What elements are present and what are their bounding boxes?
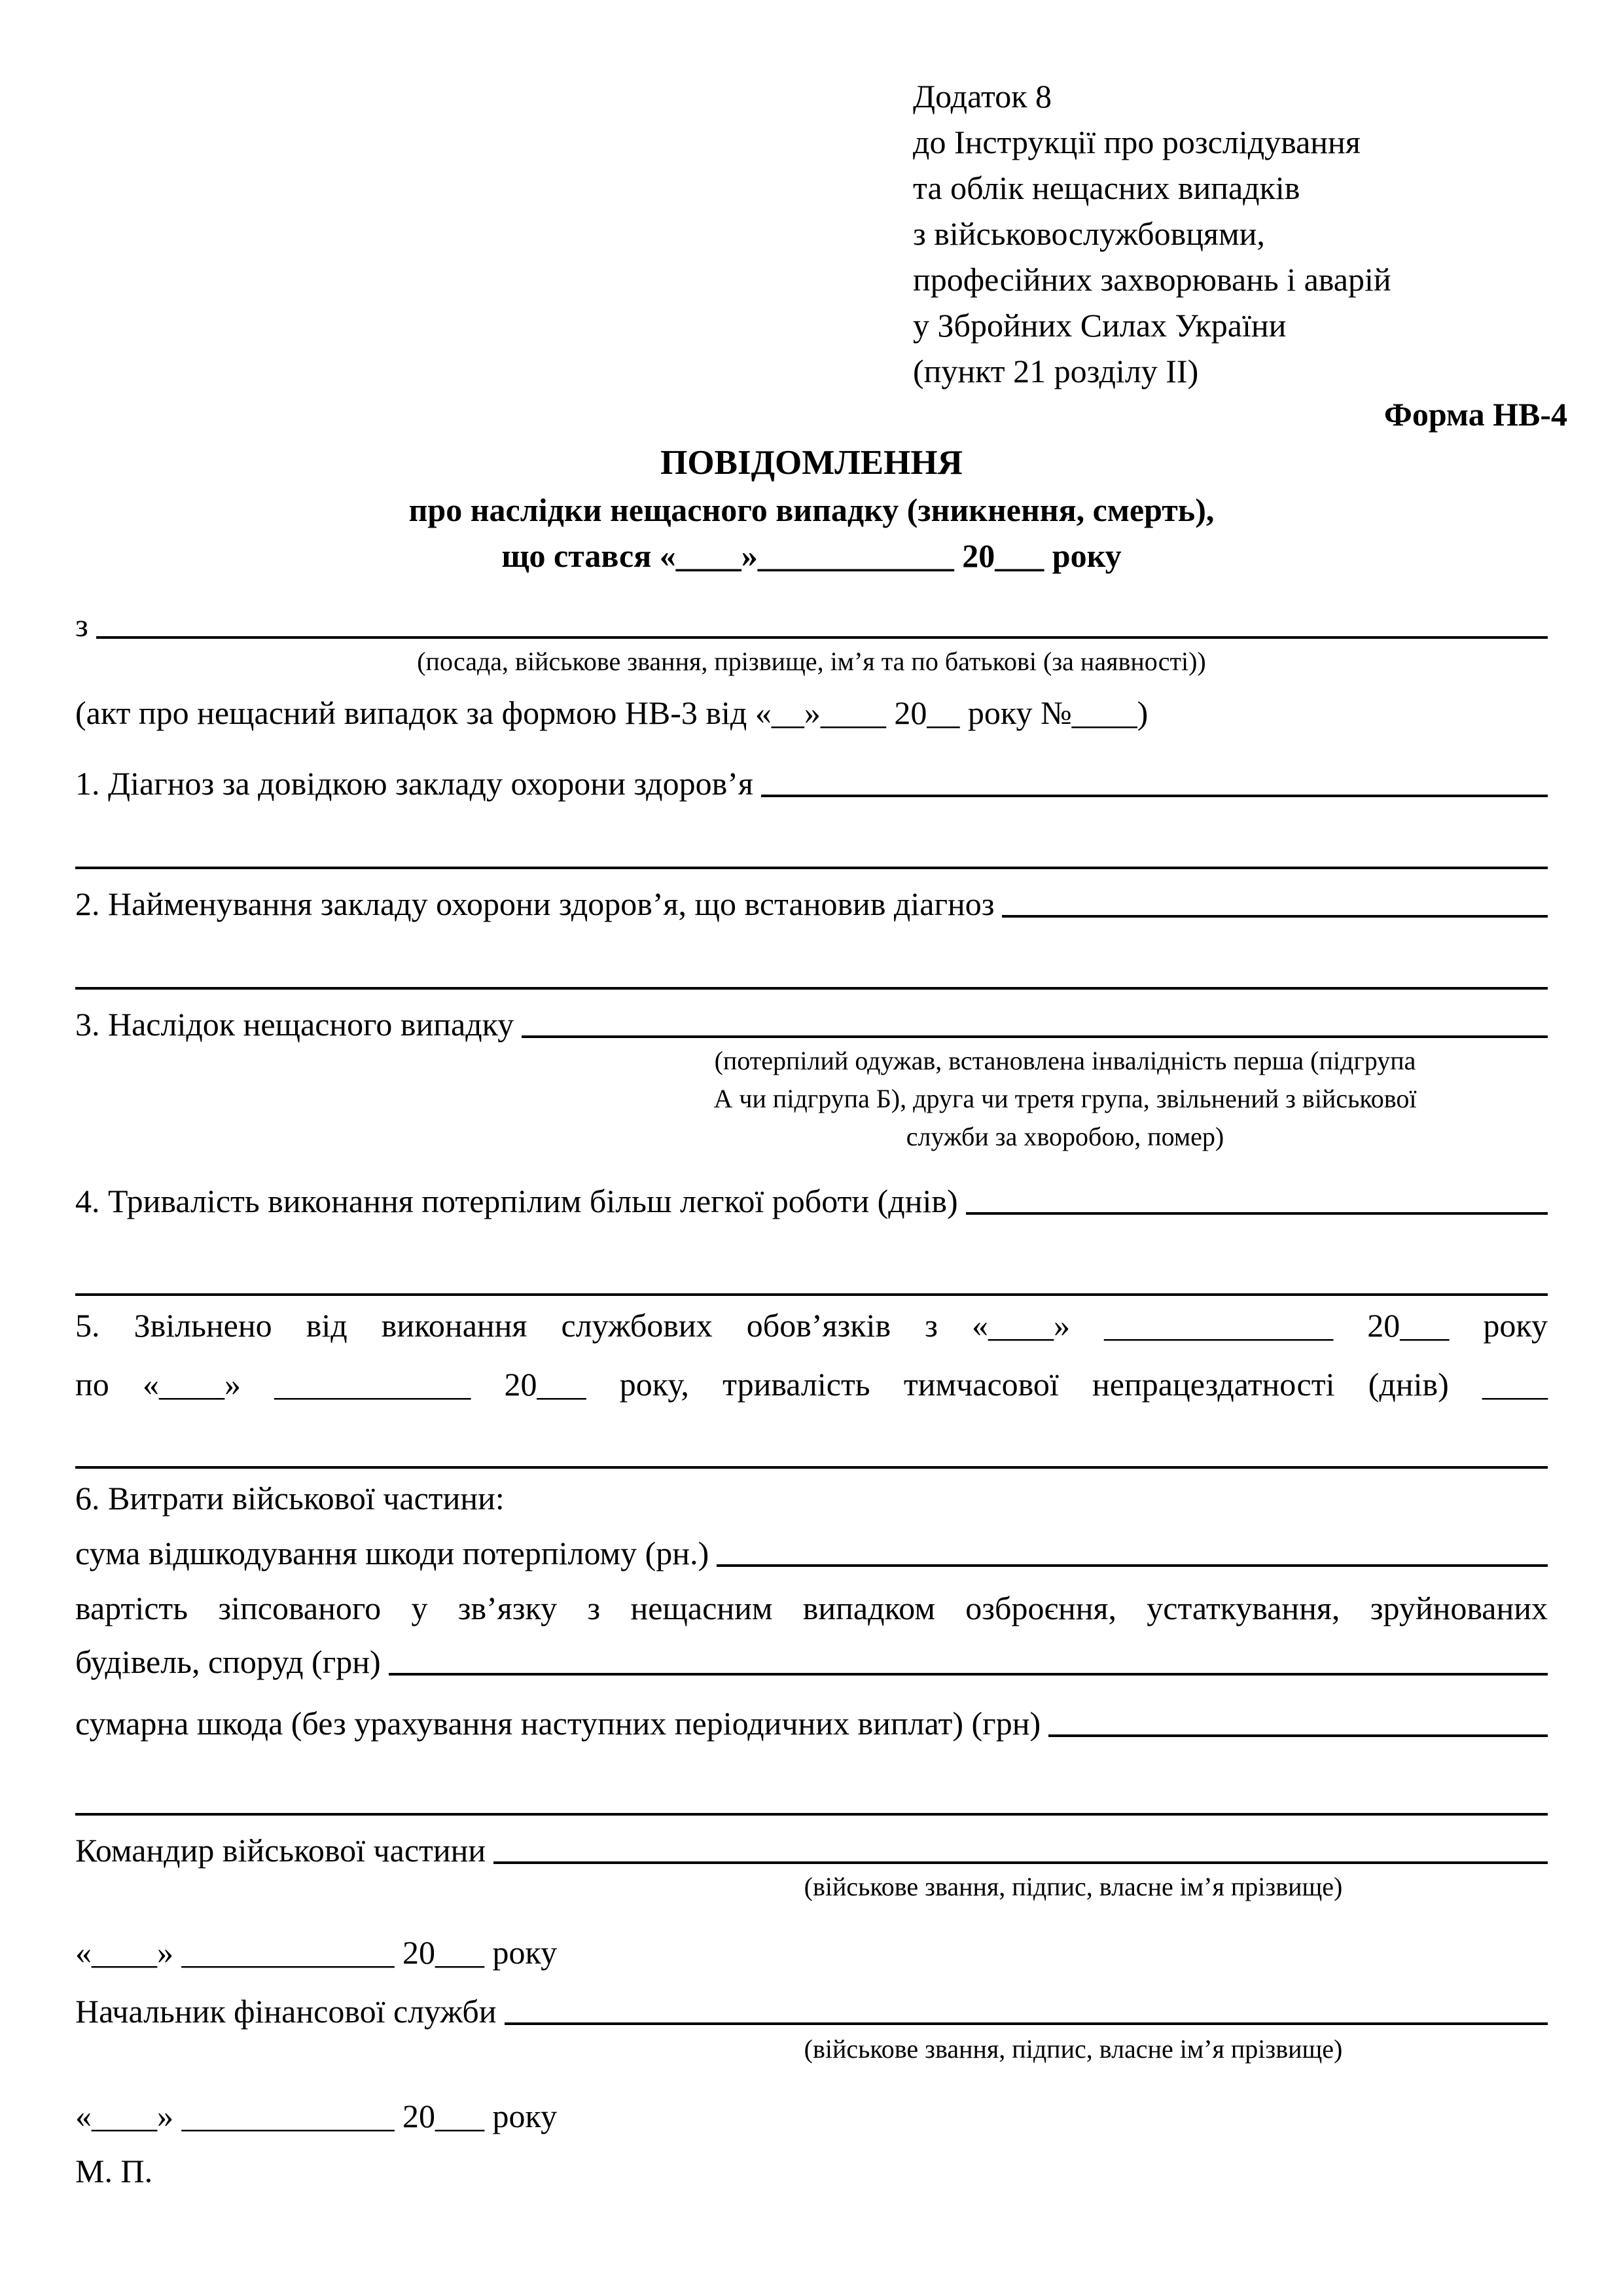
- appendix-line: у Збройних Силах України: [913, 307, 1287, 344]
- item-3-caption-line: (потерпілий одужав, встановлена інвалідність перша (підгрупа: [714, 1046, 1416, 1075]
- item-4-label: 4. Тривалість виконання потерпілим більш легкої роботи (днів): [75, 1183, 958, 1219]
- blank-line: [1048, 1734, 1548, 1737]
- item-3-caption-line: служби за хворобою, помер): [906, 1122, 1224, 1151]
- appendix-line: професійних захворювань і аварій: [913, 261, 1391, 298]
- blank-line: [75, 1432, 1548, 1469]
- finance-chief-signature: [75, 1991, 1548, 2032]
- signature-caption: (військове звання, підпис, власне ім’я прізвище): [804, 1872, 1343, 1901]
- act-reference: (акт про нещасний випадок за формою НВ-3 від «__»____ 20__ року №____): [75, 694, 1149, 731]
- signature-caption: (військове звання, підпис, власне ім’я прізвище): [804, 2034, 1343, 2064]
- appendix-line: Додаток 8: [913, 78, 1052, 115]
- blank-line: [75, 1259, 1548, 1296]
- blank-line: [96, 636, 1548, 639]
- blank-line: [493, 1861, 1548, 1864]
- item-3-caption-line: А чи підгрупа Б), друга чи третя група, звільнений з військової: [713, 1084, 1417, 1113]
- item-6-damage-label: будівель, споруд (грн): [75, 1643, 381, 1680]
- item-2-label: 2. Найменування закладу охорони здоров’я, що встановив діагноз: [75, 886, 995, 922]
- document-subtitle: про наслідки нещасного випадку (зникнення, смерть),: [408, 492, 1215, 528]
- stamp-placeholder: М. П.: [75, 2153, 153, 2189]
- item-5-release-line-2: по «____» ____________ 20___ року, тривалість тимчасової непрацездатності (днів) ____: [75, 1366, 1548, 1403]
- blank-line: [505, 2022, 1548, 2025]
- finance-date-line: «____» _____________ 20___ року: [75, 2098, 558, 2134]
- item-6-total-label: сумарна шкода (без урахування наступних періодичних виплат) (грн): [75, 1705, 1041, 1742]
- document-title: ПОВІДОМЛЕННЯ: [660, 444, 963, 482]
- blank-line: [966, 1212, 1548, 1215]
- item-1-diagnosis: [75, 763, 1548, 804]
- blank-line: [522, 1035, 1548, 1038]
- item-6-compensation: [75, 1533, 1548, 1573]
- item-6-heading: 6. Витрати військової частини:: [75, 1480, 505, 1516]
- item-1-label: 1. Діагноз за довідкою закладу охорони здоров’я: [75, 765, 753, 802]
- item-6-damage-line-2: [75, 1641, 1548, 1682]
- blank-line: [389, 1673, 1548, 1676]
- appendix-line: та облік нещасних випадків: [913, 170, 1300, 206]
- appendix-reference: [913, 73, 1548, 394]
- appendix-line: до Інструкції про розслідування: [913, 124, 1361, 160]
- document-date-line: що стався «____»____________ 20___ року: [501, 537, 1122, 574]
- item-3-consequence: [75, 1004, 1548, 1045]
- appendix-line: (пункт 21 розділу ІІ): [913, 353, 1199, 389]
- commander-date-line: «____» _____________ 20___ року: [75, 1934, 558, 1971]
- item-2-institution: [75, 884, 1548, 924]
- item-6-damage-line-1: вартість зіпсованого у зв’язку з нещасним випадком озброєння, устаткування, зруйнованих: [75, 1590, 1548, 1626]
- appendix-line: з військовослужбовцями,: [913, 215, 1265, 252]
- blank-line: [1002, 915, 1548, 918]
- item-5-release-line-1: 5. Звільнено від виконання службових обов’язків з «____» ______________ 20___ року: [75, 1307, 1548, 1344]
- victim-line-caption: (посада, військове звання, прізвище, ім’я та по батькові (за наявності)): [417, 647, 1206, 676]
- item-3-label: 3. Наслідок нещасного випадку: [75, 1006, 514, 1043]
- blank-line: [75, 833, 1548, 869]
- item-6-total: [75, 1703, 1548, 1744]
- commander-signature: [75, 1830, 1548, 1871]
- form-code: Форма НВ-4: [1383, 396, 1567, 433]
- commander-label: Командир військової частини: [75, 1832, 486, 1869]
- blank-line: [75, 1779, 1548, 1816]
- item-6-compensation-label: сума відшкодування шкоди потерпілому (рн.): [75, 1535, 709, 1571]
- item-4-light-work: [75, 1181, 1548, 1221]
- blank-line: [717, 1564, 1548, 1567]
- blank-line: [75, 953, 1548, 990]
- blank-line: [761, 795, 1548, 797]
- victim-line-label: з: [75, 607, 88, 643]
- victim-line: [75, 605, 1548, 645]
- finance-chief-label: Начальник фінансової служби: [75, 1993, 497, 2030]
